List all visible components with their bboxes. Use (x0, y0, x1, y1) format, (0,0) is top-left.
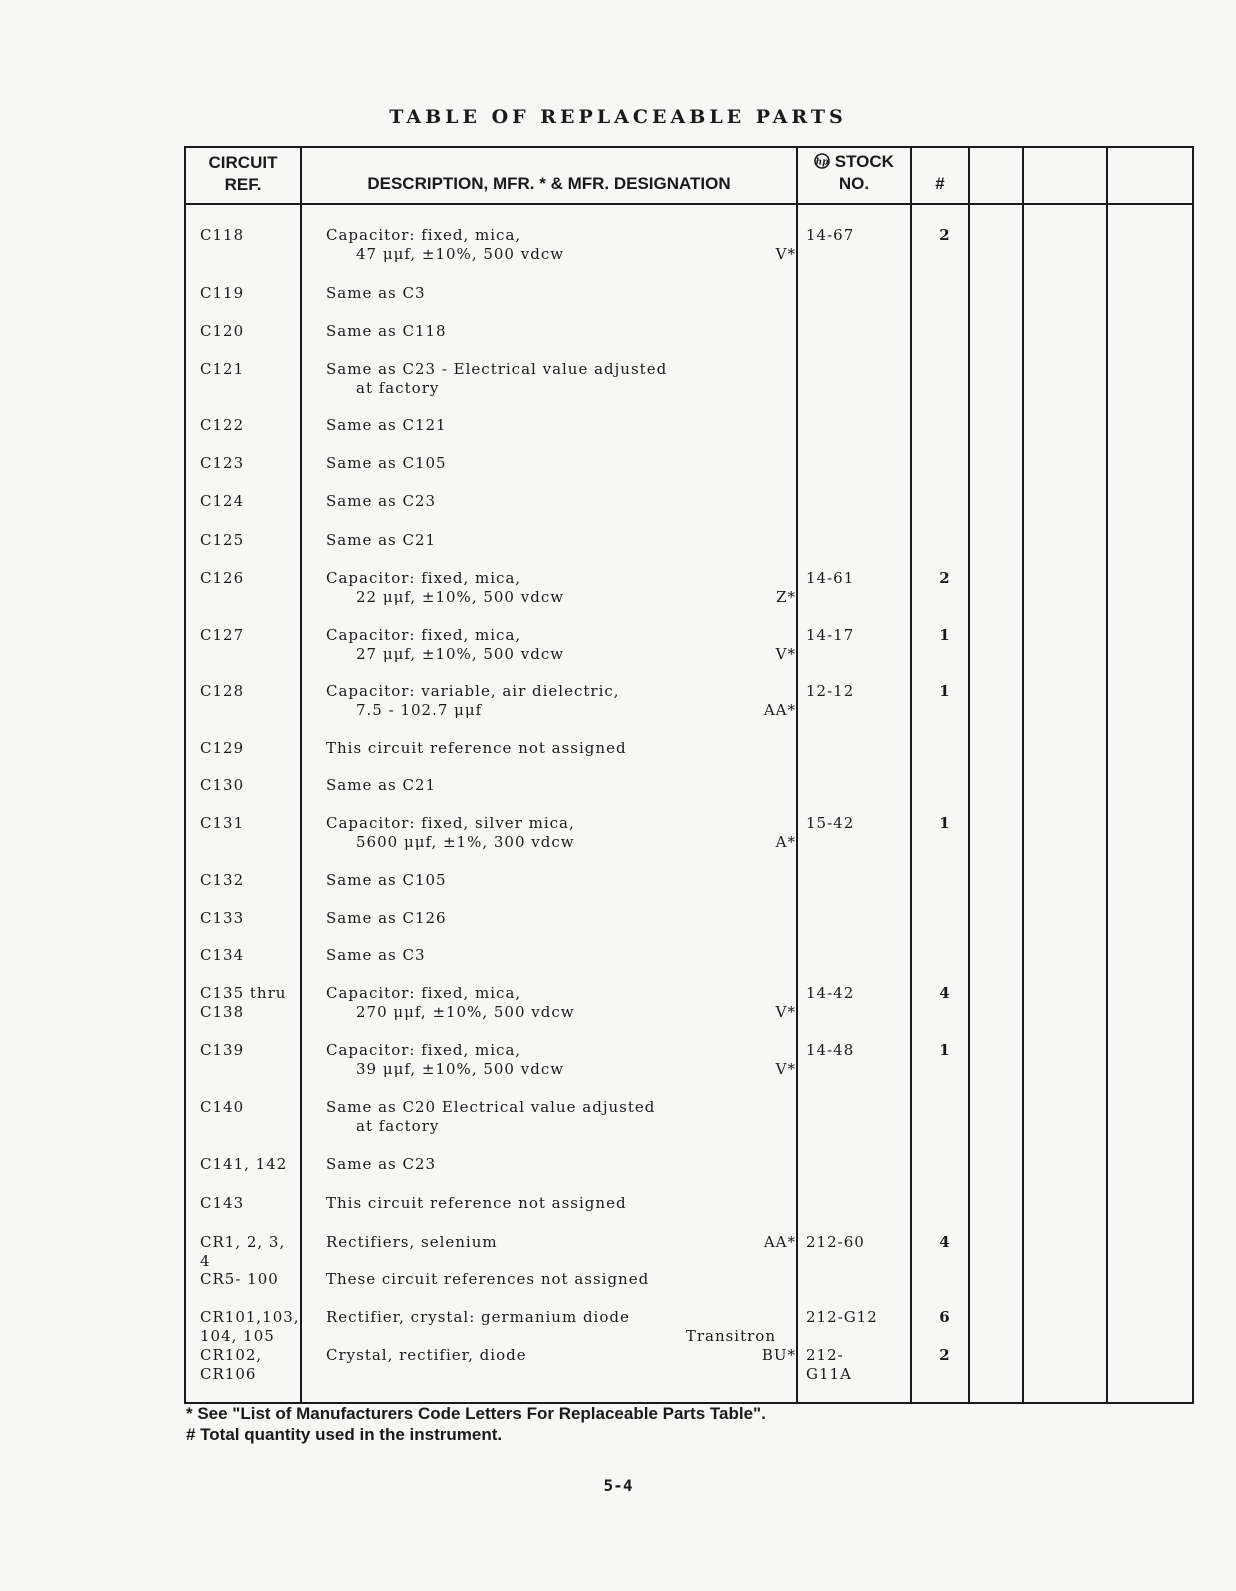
description-line: 270 μμf, ±10%, 500 vdcw (356, 1003, 575, 1021)
circuit-ref (200, 739, 300, 758)
description-line: Capacitor: fixed, mica, (326, 984, 522, 1002)
description-line: Capacitor: fixed, mica, (326, 226, 522, 244)
quantity: 4 (939, 984, 951, 1002)
column-divider (910, 148, 912, 1402)
quantity: 1 (939, 814, 951, 832)
circuit-ref (200, 814, 300, 833)
mfr-code: V* (775, 245, 796, 263)
description-line: Same as C126 (326, 909, 447, 927)
description (326, 416, 796, 435)
circuit-ref-line: C134 (200, 946, 245, 964)
circuit-ref (200, 1098, 300, 1117)
circuit-ref-line: C122 (200, 416, 245, 434)
quantity: 2 (939, 226, 951, 244)
circuit-ref-line: C132 (200, 871, 245, 889)
description-line: 27 μμf, ±10%, 500 vdcw (356, 645, 565, 663)
description (326, 492, 796, 511)
description-line: Same as C23 (326, 1155, 437, 1173)
circuit-ref-line: C138 (200, 1003, 245, 1021)
mfr-code: V* (775, 1060, 796, 1078)
description-line: This circuit reference not assigned (326, 1194, 627, 1212)
footnote-mfr: * See "List of Manufacturers Code Letters For Replaceable Parts Table". (186, 1404, 766, 1423)
header-stock-line2: NO. (838, 174, 870, 193)
circuit-ref (200, 776, 300, 795)
circuit-ref (200, 416, 300, 435)
circuit-ref (200, 1155, 300, 1174)
description-line: at factory (356, 379, 440, 397)
mfr-code: Z* (776, 588, 796, 606)
circuit-ref (200, 226, 300, 245)
stock-number: 14-67 (806, 226, 855, 244)
mfr-code: A* (775, 833, 796, 851)
mfr-code: AA* (763, 701, 796, 719)
circuit-ref (200, 1194, 300, 1213)
description (326, 1098, 796, 1136)
circuit-ref-line: CR1, 2, 3, 4 (200, 1233, 286, 1270)
column-divider (1022, 148, 1024, 1402)
circuit-ref (200, 360, 300, 379)
circuit-ref (200, 871, 300, 890)
column-divider (1106, 148, 1108, 1402)
description-line: Capacitor: fixed, mica, (326, 569, 522, 587)
column-divider (796, 148, 798, 1402)
circuit-ref (200, 1270, 300, 1289)
description (326, 1308, 796, 1346)
stock-number: 212-60 (806, 1233, 865, 1251)
quantity: 1 (939, 1041, 951, 1059)
mfr-code: V* (775, 645, 796, 663)
description (326, 739, 796, 758)
page-title: TABLE OF REPLACEABLE PARTS (389, 106, 847, 128)
description-line: Same as C3 (326, 946, 426, 964)
description-line: Same as C105 (326, 454, 447, 472)
circuit-ref-line: CR106 (200, 1365, 257, 1383)
description-line: 5600 μμf, ±1%, 300 vdcw (356, 833, 575, 851)
circuit-ref-line: C119 (200, 284, 245, 302)
circuit-ref-line: C129 (200, 739, 245, 757)
description-line: Same as C21 (326, 776, 437, 794)
column-divider (968, 148, 970, 1402)
circuit-ref (200, 1041, 300, 1060)
quantity: 4 (939, 1233, 951, 1251)
description-line: 47 μμf, ±10%, 500 vdcw (356, 245, 565, 263)
description-line: 39 μμf, ±10%, 500 vdcw (356, 1060, 565, 1078)
circuit-ref-line: C133 (200, 909, 245, 927)
description (326, 909, 796, 928)
circuit-ref-line: C131 (200, 814, 245, 832)
circuit-ref (200, 284, 300, 303)
description (326, 1155, 796, 1174)
mfr-code: AA* (763, 1233, 796, 1251)
description-line: 7.5 - 102.7 μμf (356, 701, 483, 719)
description (326, 454, 796, 473)
mfr-code: V* (775, 1003, 796, 1021)
description (326, 322, 796, 341)
circuit-ref (200, 626, 300, 645)
description (326, 1194, 796, 1213)
circuit-ref-line: C120 (200, 322, 245, 340)
header-stock (798, 151, 910, 195)
circuit-ref-line: C125 (200, 531, 245, 549)
description-line: These circuit references not assigned (326, 1270, 650, 1288)
header-circuit-line1: CIRCUIT (208, 153, 278, 172)
stock-number: 212-G11A (806, 1346, 852, 1383)
hp-logo-icon (814, 153, 830, 169)
svg-text:hp: hp (815, 157, 829, 168)
circuit-ref-line: C123 (200, 454, 245, 472)
column-divider (300, 148, 302, 1402)
circuit-ref (200, 531, 300, 550)
description (326, 946, 796, 965)
circuit-ref (200, 909, 300, 928)
stock-number: 12-12 (806, 682, 855, 700)
stock-number: 14-17 (806, 626, 855, 644)
circuit-ref (200, 454, 300, 473)
description-line: Same as C21 (326, 531, 437, 549)
description-line: Crystal, rectifier, diode (326, 1346, 527, 1364)
description-line: Same as C23 - Electrical value adjusted (326, 360, 668, 378)
circuit-ref-line: C130 (200, 776, 245, 794)
description-line: Same as C105 (326, 871, 447, 889)
header-stock-line1: STOCK (834, 152, 894, 171)
header-description: DESCRIPTION, MFR. * & MFR. DESIGNATION (367, 174, 731, 193)
description-line: Same as C20 Electrical value adjusted (326, 1098, 656, 1116)
circuit-ref-line: CR102, (200, 1346, 263, 1364)
circuit-ref (200, 322, 300, 341)
parts-table (184, 146, 1194, 1404)
quantity: 1 (939, 682, 951, 700)
circuit-ref-line: 104, 105 (200, 1327, 275, 1345)
header-circuit-ref (186, 152, 300, 196)
description-line: Rectifier, crystal: germanium diode (326, 1308, 630, 1326)
description-line: Capacitor: fixed, mica, (326, 1041, 522, 1059)
page-number: 5-4 (603, 1476, 633, 1495)
quantity: 2 (939, 1346, 951, 1364)
header-divider (186, 203, 1192, 205)
description-line: 22 μμf, ±10%, 500 vdcw (356, 588, 565, 606)
description (326, 1270, 796, 1289)
circuit-ref-line: C135 thru (200, 984, 287, 1002)
description (326, 871, 796, 890)
description-line: Capacitor: fixed, silver mica, (326, 814, 575, 832)
circuit-ref-line: C118 (200, 226, 245, 244)
circuit-ref-line: C127 (200, 626, 245, 644)
circuit-ref-line: CR5- 100 (200, 1270, 279, 1288)
circuit-ref-line: C140 (200, 1098, 245, 1116)
description-line: at factory (356, 1117, 440, 1135)
circuit-ref-line: C139 (200, 1041, 245, 1059)
description-line: Rectifiers, selenium (326, 1233, 498, 1251)
circuit-ref (200, 1346, 300, 1384)
circuit-ref-line: C143 (200, 1194, 245, 1212)
description-line: Capacitor: variable, air dielectric, (326, 682, 620, 700)
circuit-ref (200, 492, 300, 511)
circuit-ref-line: C128 (200, 682, 245, 700)
stock-number: 14-42 (806, 984, 855, 1002)
circuit-ref (200, 682, 300, 701)
circuit-ref (200, 1233, 300, 1271)
stock-number: 14-48 (806, 1041, 855, 1059)
header-circuit-line2: REF. (224, 175, 262, 194)
description-line: Capacitor: fixed, mica, (326, 626, 522, 644)
quantity: 2 (939, 569, 951, 587)
circuit-ref (200, 1308, 300, 1346)
header-qty: # (935, 174, 945, 193)
stock-number: 212-G12 (806, 1308, 878, 1326)
circuit-ref (200, 946, 300, 965)
footnote-qty: # Total quantity used in the instrument. (186, 1425, 503, 1444)
description (326, 531, 796, 550)
stock-number: 15-42 (806, 814, 855, 832)
description-line: Transitron (685, 1327, 776, 1345)
quantity: 1 (939, 626, 951, 644)
description-line: Same as C23 (326, 492, 437, 510)
description (326, 284, 796, 303)
circuit-ref-line: C121 (200, 360, 245, 378)
quantity: 6 (939, 1308, 951, 1326)
stock-number: 14-61 (806, 569, 855, 587)
circuit-ref (200, 569, 300, 588)
description-line: Same as C121 (326, 416, 447, 434)
circuit-ref-line: C124 (200, 492, 245, 510)
circuit-ref-line: C141, 142 (200, 1155, 288, 1173)
description (326, 776, 796, 795)
description (326, 360, 796, 398)
description-line: This circuit reference not assigned (326, 739, 627, 757)
description-line: Same as C118 (326, 322, 447, 340)
circuit-ref-line: C126 (200, 569, 245, 587)
circuit-ref-line: CR101,103, (200, 1308, 300, 1326)
mfr-code: BU* (761, 1346, 796, 1364)
circuit-ref (200, 984, 300, 1022)
description-line: Same as C3 (326, 284, 426, 302)
